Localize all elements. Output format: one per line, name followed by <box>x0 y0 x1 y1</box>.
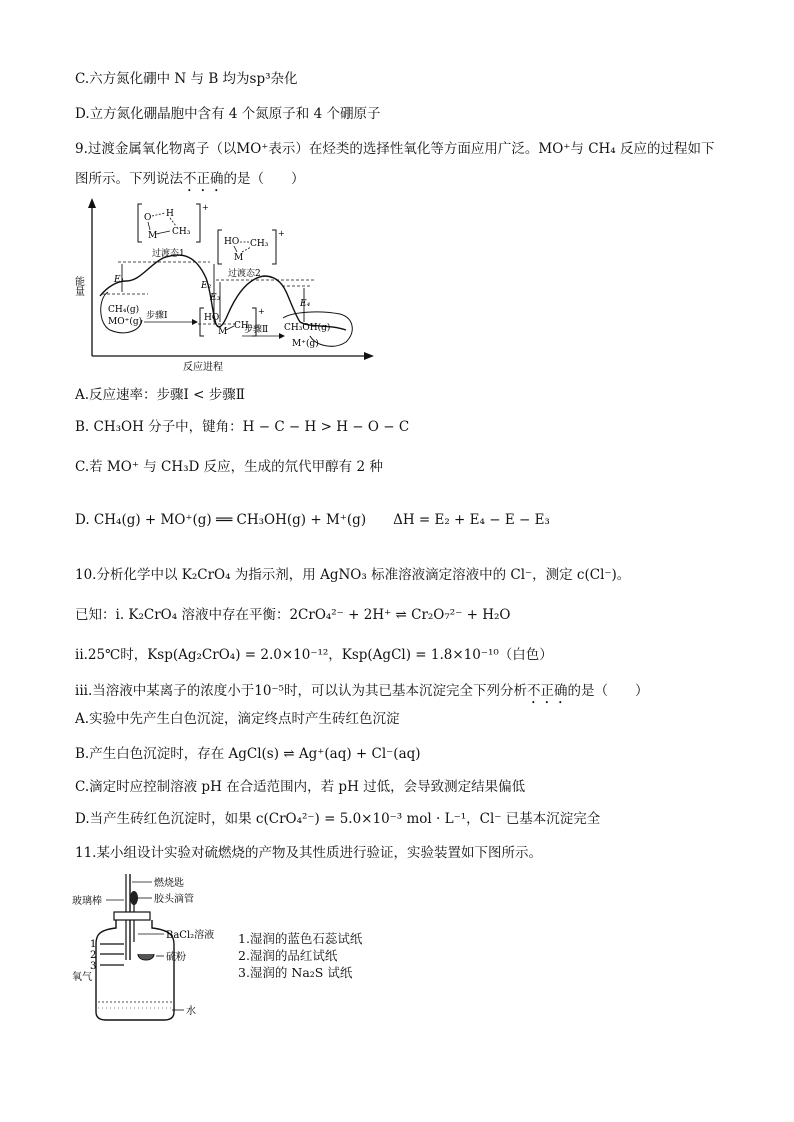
q10-known-i: 已知：i. K₂CrO₄ 溶液中存在平衡：2CrO₄²⁻ + 2H⁺ ⇌ Cr₂O₇²⁻ + H₂O <box>75 607 511 623</box>
label-rod: 玻璃棒 <box>72 896 102 907</box>
ts2-bond-mc <box>242 247 251 252</box>
label-num-3: 3 <box>90 961 97 972</box>
ts2-label: 过渡态2 <box>228 269 261 279</box>
e3-label: E₃ <box>210 293 221 303</box>
intermediate-charge: + <box>258 307 265 316</box>
ts2-bracket-right <box>272 230 276 264</box>
q8-option-d: D.立方氮化硼晶胞中含有 4 个氮原子和 4 个硼原子 <box>75 106 381 122</box>
ts1-atom-o: O <box>144 213 152 223</box>
ts1-atom-m: M <box>148 231 158 241</box>
ts2-charge: + <box>278 229 285 238</box>
label-spoon: 燃烧匙 <box>154 878 184 889</box>
legend-item-1: 1.湿润的蓝色石蕊试纸 <box>238 931 363 946</box>
q10-negation: 不正确 <box>526 683 568 699</box>
ts1-atom-h: H <box>166 209 174 219</box>
product-m: M⁺(g) <box>292 339 319 349</box>
q9-option-d: D. CH₄(g) + MO⁺(g) ══ CH₃OH(g) + M⁺(g) ΔH = E₂ + E₄ − E − E₃ <box>75 512 550 528</box>
label-dropper: 胶头滴管 <box>154 894 194 905</box>
q10-known-ii: ii.25℃时，Ksp(Ag₂CrO₄) = 2.0×10⁻¹²，Ksp(AgCl) = 1.8×10⁻¹⁰（白色） <box>75 647 553 663</box>
gas-jar <box>96 920 174 1020</box>
q10-known-iii <box>75 681 734 707</box>
intermediate-atom-ch3: CH₃ <box>234 321 253 331</box>
q11-stem: 11.某小组设计实验对硫燃烧的产物及其性质进行验证，实验装置如下图所示。 <box>75 845 542 861</box>
legend-item-2: 2.湿润的品红试纸 <box>238 948 338 963</box>
e2-label: E₂ <box>201 281 212 291</box>
y-axis-label: 能量 <box>72 276 84 296</box>
product-ch3oh: CH₃OH(g) <box>284 323 331 333</box>
q9-stem-negation: 不正确 <box>183 171 224 187</box>
energy-diagram <box>72 196 378 374</box>
legend-item-3: 3.湿润的 Na₂S 试纸 <box>238 965 353 980</box>
q10-option-c: C.滴定时应控制溶液 pH 在合适范围内，若 pH 过低，会导致测定结果偏低 <box>75 779 526 795</box>
q9-stem-pre: 图所示。下列说法 <box>75 171 183 187</box>
e4-label: E₄ <box>300 299 311 309</box>
ts1-bond-mc <box>156 231 170 234</box>
ts2-atom-m: M <box>234 253 244 263</box>
ts1-bracket-left <box>138 204 142 242</box>
ts2-atom-ch3: CH₃ <box>250 239 269 249</box>
ts1-charge: + <box>202 203 209 212</box>
q10-known-iii-post: 的是（ ） <box>567 683 649 699</box>
step1-label: 步骤Ⅰ <box>146 311 168 321</box>
ts1-label: 过渡态1 <box>152 249 185 259</box>
intermediate-atom-ho: HO <box>204 313 220 323</box>
sulfur-spoon <box>138 954 154 960</box>
apparatus-legend <box>238 930 362 981</box>
label-num-2: 2 <box>90 950 97 961</box>
label-num-1: 1 <box>90 939 97 950</box>
ts1-bond-hc <box>170 218 176 226</box>
label-oxygen: 氧气 <box>72 972 92 983</box>
q10-option-b: B.产生白色沉淀时，存在 AgCl(s) ⇌ Ag⁺(aq) + Cl⁻(aq) <box>75 746 421 762</box>
reactant-mo: MO⁺(g) <box>108 317 143 327</box>
q8-option-c: C.六方氮化硼中 N 与 B 均为sp³杂化 <box>75 71 298 87</box>
x-axis-arrow <box>364 352 374 360</box>
step1-arrowhead <box>192 319 198 325</box>
ts1-bracket-right <box>196 204 200 242</box>
step2-arrowhead <box>279 333 285 339</box>
q10-option-d: D.当产生砖红色沉淀时，如果 c(CrO₄²⁻) = 5.0×10⁻³ mol · L⁻¹，Cl⁻ 已基本沉淀完全 <box>75 811 601 827</box>
reactant-ch4: CH₄(g) <box>108 305 140 315</box>
q10-known-iii-pre: iii.当溶液中某离子的浓度小于10⁻⁵时，可以认为其已基本沉淀完全下列分析 <box>75 683 527 699</box>
label-bacl2: BaCl₂溶液 <box>166 930 215 941</box>
step2-label: 步骤Ⅱ <box>244 325 269 335</box>
q9-stem-line1: 9.过渡金属氧化物离子（以MO⁺表示）在烃类的选择性氧化等方面应用广泛。MO⁺与 CH₄ 反应的过程如下 <box>75 141 715 157</box>
apparatus-diagram <box>70 872 250 1032</box>
y-axis-arrow <box>88 198 96 208</box>
intermediate-atom-m: M <box>218 327 228 337</box>
ts2-bracket-left <box>218 230 222 264</box>
q9-option-c: C.若 MO⁺ 与 CH₃D 反应，生成的氘代甲醇有 2 种 <box>75 459 383 475</box>
q10-stem: 10.分析化学中以 K₂CrO₄ 为指示剂，用 AgNO₃ 标准溶液滴定溶液中的 Cl⁻，测定 c(Cl⁻)。 <box>75 567 631 583</box>
x-axis-label: 反应进程 <box>183 362 223 373</box>
q10-option-a: A.实验中先产生白色沉淀，滴定终点时产生砖红色沉淀 <box>75 711 400 727</box>
q9-stem-post: 的是（ ） <box>223 171 305 187</box>
ts1-bond-oh <box>152 213 165 216</box>
q9-option-b: B. CH₃OH 分子中，键角：H − C − H > H − O − C <box>75 419 410 435</box>
ts1-atom-ch3: CH₃ <box>172 227 191 237</box>
q9-option-a: A.反应速率：步骤Ⅰ < 步骤Ⅱ <box>75 387 245 403</box>
label-sulfur: 硫粉 <box>166 952 186 963</box>
stopper <box>114 912 150 920</box>
label-water: 水 <box>186 1006 196 1017</box>
q9-stem-line2 <box>75 169 734 195</box>
ts1-bond-om <box>148 222 150 230</box>
ts2-atom-ho: HO <box>224 237 240 247</box>
e1-label: E₁ <box>114 275 125 285</box>
